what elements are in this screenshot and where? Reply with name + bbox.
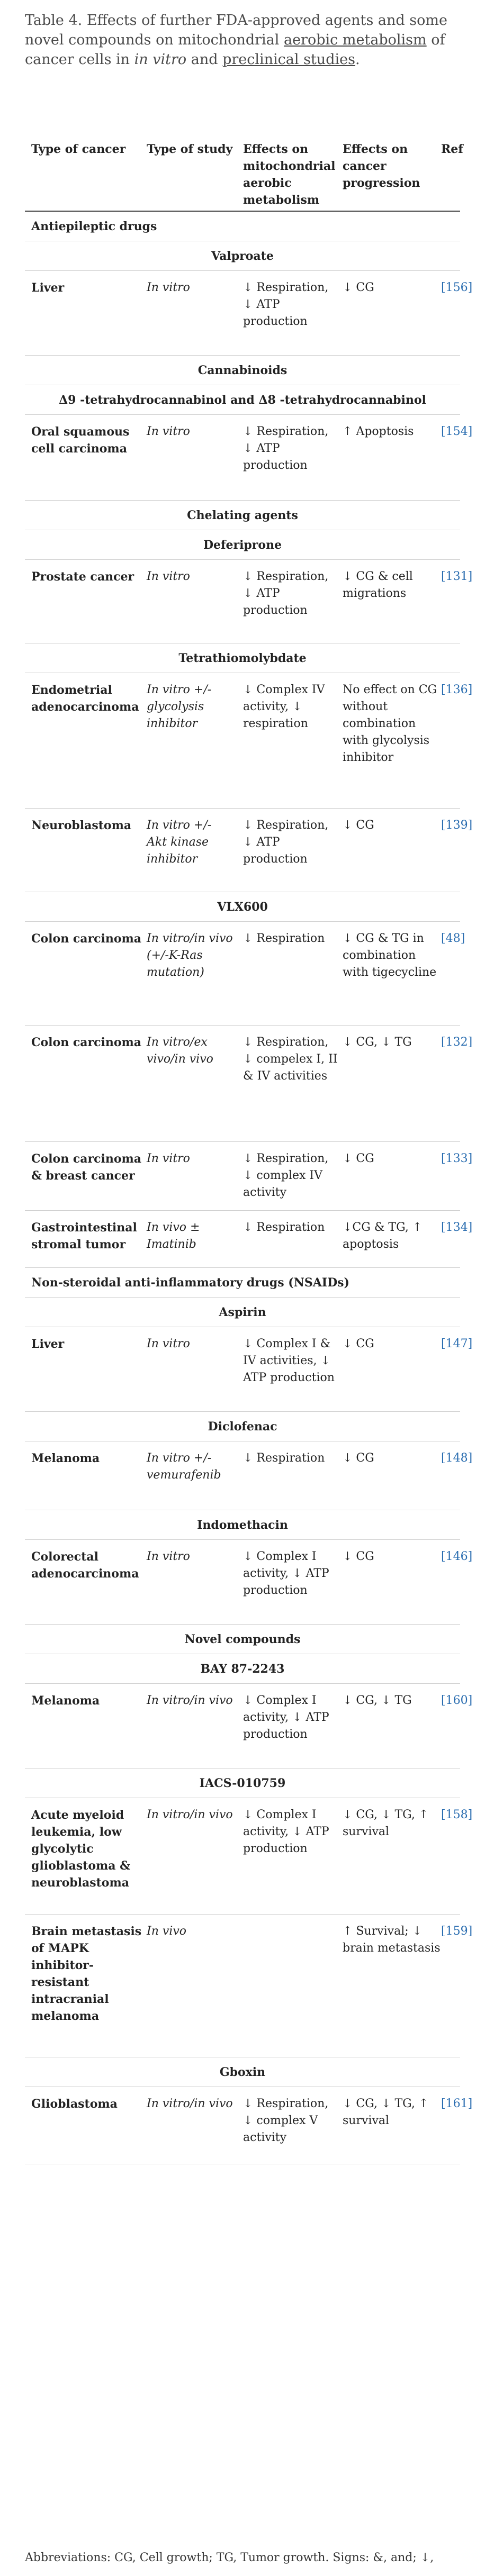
cell-effects-progression: ↓CG & TG, ↑ apoptosis [343,1221,423,1251]
cell-effects-metabolism: ↓ Respiration, ↓ ATP production [243,281,329,328]
table-subgroup-row [25,385,460,415]
table-subgroup-row [25,1412,460,1441]
table-subgroup-row [25,1768,460,1798]
cell-ref-link[interactable]: [158] [441,1808,473,1821]
cell-type-of-study: In vitro +/- Akt kinase inhibitor [147,819,212,866]
cell-effects-progression: No effect on CG without combination with glycolysis inhibitor [343,683,437,764]
subgroup-label: Cannabinoids [197,364,288,377]
cell-effects-metabolism: ↓ Respiration [243,1452,325,1465]
cell-type-of-study: In vitro/ex vivo/in vivo [147,1036,213,1066]
cell-type-of-study: In vitro [147,281,190,294]
caption-text: Table 4. Effects of further FDA-approved agents and some novel compounds on mitochondrial [25,12,447,48]
subgroup-label: VLX600 [217,900,268,914]
cell-type-of-study: In vitro [147,570,190,583]
group-label: Non-steroidal anti-inflammatory drugs (NSAIDs) [31,1276,349,1290]
cell-effects-metabolism: ↓ Complex I activity, ↓ ATP production [243,1694,329,1741]
cell-type-of-cancer: Melanoma [31,1694,100,1708]
cell-type-of-cancer: Colon carcinoma & breast cancer [31,1152,142,1183]
cell-type-of-cancer: Brain metastasis of MAPK inhibitor-resistant intracranial melanoma [31,1925,142,2023]
caption-text: . [355,51,360,68]
cell-effects-progression: ↑ Apoptosis [343,425,414,438]
table-row [25,1798,473,1915]
cell-effects-progression: ↓ CG, ↓ TG, ↑ survival [343,2097,429,2127]
subgroup-label: BAY 87-2243 [200,1662,285,1676]
cell-type-of-study: In vivo ± Imatinib [147,1221,200,1251]
table-subgroup-row [25,643,460,673]
subgroup-label: Diclofenac [208,1420,277,1434]
subgroup-label: Deferiprone [203,538,282,552]
cell-type-of-cancer: Endometrial adenocarcinoma [31,683,139,714]
cell-effects-metabolism: ↓ Complex I activity, ↓ ATP production [243,1550,329,1597]
table-row [25,1327,473,1412]
table-row [25,560,473,643]
table-row [25,1915,473,2057]
cell-type-of-cancer: Colorectal adenocarcinoma [31,1550,139,1581]
cell-ref-link[interactable]: [147] [441,1337,473,1350]
table-subgroup-row [25,2057,460,2087]
table-header-row [25,132,463,212]
table-subgroup-row [25,241,460,271]
cell-type-of-study: In vitro/in vivo [147,1808,233,1821]
table-row [25,1684,473,1768]
subgroup-label: Indomethacin [197,1518,288,1532]
cell-ref-link[interactable]: [131] [441,570,473,583]
cell-ref-link[interactable]: [161] [441,2097,473,2110]
cell-type-of-cancer: Gastrointestinal stromal tumor [31,1221,137,1251]
cell-type-of-study: In vivo [147,1925,186,1938]
table-row [25,673,473,809]
table-row [25,809,473,892]
cell-effects-metabolism: ↓ Respiration, ↓ compelex I, II & IV activities [243,1036,338,1083]
table-subgroup-row [25,356,460,385]
cell-type-of-study: In vitro +/- glycolysis inhibitor [147,683,212,730]
cell-ref-link[interactable]: [139] [441,819,473,832]
header-type-of-cancer: Type of cancer [31,142,126,156]
table-subgroup-row [25,1510,460,1540]
cell-effects-metabolism: ↓ Respiration [243,1221,325,1234]
cell-type-of-study: In vitro/in vivo [147,1694,233,1707]
cell-effects-progression: ↓ CG [343,1452,374,1465]
cell-ref-link[interactable]: [132] [441,1036,473,1049]
table-row [25,1540,473,1625]
cell-type-of-study: In vitro/in vivo (+/-K-Ras mutation) [147,932,233,979]
table-group-row [25,1268,460,1298]
cell-type-of-cancer: Melanoma [31,1452,100,1465]
cell-ref-link[interactable]: [146] [441,1550,473,1563]
cell-type-of-study: In vitro +/- vemurafenib [147,1452,221,1482]
header-effects-progression: Effects on cancer progression [343,142,420,190]
cell-type-of-study: In vitro [147,1337,190,1350]
cell-effects-progression: ↓ CG [343,819,374,832]
subgroup-label: Aspirin [219,1305,266,1319]
cell-type-of-cancer: Liver [31,1337,65,1351]
cell-type-of-study: In vitro [147,425,190,438]
subgroup-label: Tetrathiomolybdate [178,651,307,665]
data-table [25,132,473,2164]
table-footnote: Abbreviations: CG, Cell growth; TG, Tumor growth. Signs: &, and; ↓, [25,2551,434,2564]
table-row [25,922,465,1026]
cell-effects-metabolism: ↓ Respiration, ↓ ATP production [243,819,329,866]
cell-type-of-cancer: Colon carcinoma [31,932,142,946]
cell-effects-progression: ↓ CG, ↓ TG [343,1036,412,1049]
cell-type-of-cancer: Liver [31,281,65,295]
cell-ref-link[interactable]: [48] [441,932,465,945]
subgroup-label: Novel compounds [184,1632,301,1646]
table-row [25,1142,473,1211]
cell-effects-progression: ↓ CG & TG in combination with tigecycline [343,932,437,979]
subgroup-label: Valproate [211,249,274,263]
table-subgroup-row [25,530,460,560]
header-effects-metabolism: Effects on mitochondrial aerobic metabolism [243,142,336,207]
cell-effects-progression: ↓ CG [343,1550,374,1563]
table-subgroup-row [25,892,460,922]
table-subgroup-row [25,1625,460,1654]
cell-type-of-cancer: Neuroblastoma [31,819,132,832]
cell-effects-progression: ↓ CG & cell migrations [343,570,413,600]
caption-text: of cancer cells in [25,32,445,68]
table-row [25,1026,473,1142]
cell-type-of-cancer: Acute myeloid leukemia, low glycolytic glioblastoma & neuroblastoma [31,1808,131,1890]
cell-effects-metabolism: ↓ Respiration, ↓ ATP production [243,425,329,472]
table-group-row [25,212,460,241]
caption-text-italic: in vitro [134,51,187,68]
table-row [25,415,473,501]
cell-effects-metabolism: ↓ Respiration [243,932,325,945]
table-row [25,1441,473,1510]
subgroup-label: Chelating agents [187,509,298,522]
cell-effects-progression: ↑ Survival; ↓ brain metastasis [343,1925,441,1955]
cell-type-of-study: In vitro/in vivo [147,2097,233,2110]
header-type-of-study: Type of study [147,142,233,156]
cell-type-of-cancer: Colon carcinoma [31,1036,142,1049]
table-subgroup-row [25,501,460,530]
cell-ref-link[interactable]: [134] [441,1221,473,1234]
cell-effects-progression: ↓ CG, ↓ TG [343,1694,412,1707]
cell-ref-link[interactable]: [154] [441,425,473,438]
cell-effects-metabolism: ↓ Complex I & IV activities, ↓ ATP production [243,1337,335,1384]
caption-link-aerobic-metabolism[interactable]: aerobic metabolism [283,32,427,48]
cell-effects-metabolism: ↓ Complex IV activity, ↓ respiration [243,683,325,730]
cell-effects-progression: ↓ CG [343,281,374,294]
cell-type-of-cancer: Prostate cancer [31,570,134,584]
table-subgroup-row [25,1654,460,1684]
cell-ref-link[interactable]: [156] [441,281,473,294]
cell-effects-metabolism: ↓ Respiration, ↓ complex V activity [243,2097,329,2144]
cell-type-of-study: In vitro [147,1550,190,1563]
table-row [25,2087,473,2164]
cell-type-of-cancer: Oral squamous cell carcinoma [31,425,130,456]
cell-ref-link[interactable]: [133] [441,1152,473,1165]
caption-text: and [186,51,223,68]
caption-link-preclinical-studies[interactable]: preclinical studies [222,51,355,68]
cell-ref-link[interactable]: [159] [441,1925,473,1938]
table-row [25,1211,473,1268]
cell-effects-progression: ↓ CG [343,1152,374,1165]
cell-type-of-cancer: Glioblastoma [31,2097,118,2111]
header-ref: Ref [441,142,463,156]
subgroup-label: Gboxin [219,2065,266,2079]
cell-ref-link[interactable]: [136] [441,683,473,696]
group-label: Antiepileptic drugs [31,220,157,233]
table-caption [25,11,459,69]
cell-effects-metabolism: ↓ Respiration, ↓ complex IV activity [243,1152,329,1199]
table-subgroup-row [25,1298,460,1327]
cell-ref-link[interactable]: [160] [441,1694,473,1707]
cell-effects-progression: ↓ CG [343,1337,374,1350]
cell-ref-link[interactable]: [148] [441,1452,473,1465]
cell-type-of-study: In vitro [147,1152,190,1165]
table-row [25,271,473,356]
subgroup-label: IACS-010759 [199,1776,286,1790]
cell-effects-metabolism: ↓ Respiration, ↓ ATP production [243,570,329,617]
cell-effects-progression: ↓ CG, ↓ TG, ↑ survival [343,1808,429,1838]
subgroup-label: Δ9 -tetrahydrocannabinol and Δ8 -tetrahydrocannabinol [59,393,426,407]
cell-effects-metabolism: ↓ Complex I activity, ↓ ATP production [243,1808,329,1855]
